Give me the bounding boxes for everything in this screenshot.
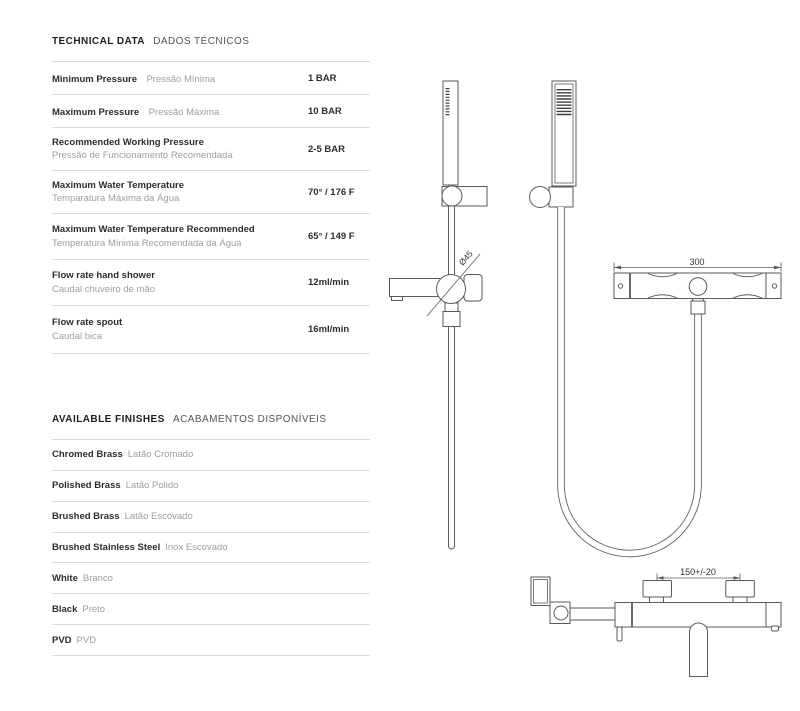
finish-label-en: PVD — [52, 634, 72, 646]
spec-label-pt: Pressão de Funcionamento Recomendada — [52, 150, 233, 161]
technical-data-title-en: TECHNICAL DATA — [52, 36, 145, 47]
table-row — [52, 171, 370, 214]
finish-label-en: Brushed Stainless Steel — [52, 542, 161, 553]
finish-row — [52, 625, 370, 656]
finish-label-en: Chromed Brass — [52, 449, 123, 461]
finish-label-pt: Latão Cromado — [127, 449, 194, 461]
spec-label-en: Maximum Water Temperature — [52, 179, 184, 191]
available-finishes-title-pt: ACABAMENTOS DISPONÍVEIS — [172, 414, 327, 425]
spec-label-pt: Temperatura Mínima Recomendada da Água — [52, 237, 242, 249]
spec-labels — [52, 316, 308, 343]
finish-label-pt: Branco — [82, 572, 113, 584]
table-row — [52, 62, 370, 95]
spec-label-en: Minimum Pressure — [52, 74, 137, 85]
table-row — [52, 306, 370, 354]
spec-labels — [52, 179, 308, 206]
finish-row — [52, 502, 370, 533]
spec-value: 10 BAR — [308, 105, 342, 117]
drawing-side-view — [390, 81, 488, 549]
drawing-top-view — [614, 263, 781, 315]
finish-row — [52, 440, 370, 471]
table-row — [52, 95, 370, 128]
available-finishes-title-en: AVAILABLE FINISHES — [52, 414, 165, 425]
table-row — [52, 214, 370, 260]
table-row — [52, 260, 370, 306]
available-finishes-title — [52, 410, 370, 440]
spec-label-pt: Temparatura Máxima da Água — [52, 193, 180, 204]
finish-label-en: Brushed Brass — [52, 511, 120, 523]
spec-value: 70° / 176 F — [308, 186, 355, 198]
spec-value: 1 BAR — [308, 72, 337, 84]
finish-label-pt: Preto — [82, 603, 106, 615]
available-finishes-section — [52, 410, 370, 656]
spec-labels — [52, 69, 308, 87]
spec-label-en: Maximum Water Temperature Recommended — [52, 224, 255, 235]
spec-label-pt: Caudal chuveiro de mão — [52, 283, 155, 295]
finish-row — [52, 594, 370, 625]
spec-label-en: Maximum Pressure — [52, 107, 140, 118]
dim-connection-centers-label: 150+/-20 — [680, 567, 716, 577]
spec-value: 65° / 149 F — [308, 231, 355, 242]
finish-label-pt: Latão Polido — [125, 480, 179, 492]
spec-label-pt: Caudal bica — [52, 330, 103, 342]
finish-label-en: White — [52, 572, 78, 584]
finish-label-pt: Inox Escovado — [165, 542, 228, 553]
drawing-installation-view — [531, 574, 781, 677]
dim-diverter-label: Ø45 — [456, 248, 475, 268]
finish-label-pt: Latão Escovado — [124, 511, 193, 523]
spec-label-en: Recommended Working Pressure — [52, 136, 204, 148]
table-row — [52, 128, 370, 171]
dim-bar-width-label: 300 — [689, 257, 705, 267]
drawing-front-view — [530, 81, 699, 554]
spec-labels — [52, 269, 308, 296]
finish-row — [52, 471, 370, 502]
spec-label-en: Flow rate spout — [52, 317, 123, 328]
technical-data-title — [52, 32, 370, 62]
finish-row — [52, 533, 370, 564]
finish-label-en: Black — [52, 603, 78, 615]
technical-data-section — [52, 32, 370, 354]
finish-label-pt: PVD — [76, 634, 97, 646]
spec-labels — [52, 223, 308, 250]
spec-value: 12ml/min — [308, 277, 350, 288]
finish-label-en: Polished Brass — [52, 480, 121, 492]
spec-value: 2-5 BAR — [308, 143, 345, 155]
spec-label-pt: Pressão Máxima — [148, 107, 220, 118]
finish-row — [52, 563, 370, 594]
specs-column — [52, 32, 370, 656]
technical-data-title-pt: DADOS TÉCNICOS — [153, 36, 250, 47]
spec-labels — [52, 102, 308, 120]
spec-labels — [52, 136, 308, 163]
spec-value: 16ml/min — [308, 324, 350, 335]
spec-label-pt: Pressão Mínima — [146, 74, 216, 85]
spec-label-en: Flow rate hand shower — [52, 270, 155, 281]
